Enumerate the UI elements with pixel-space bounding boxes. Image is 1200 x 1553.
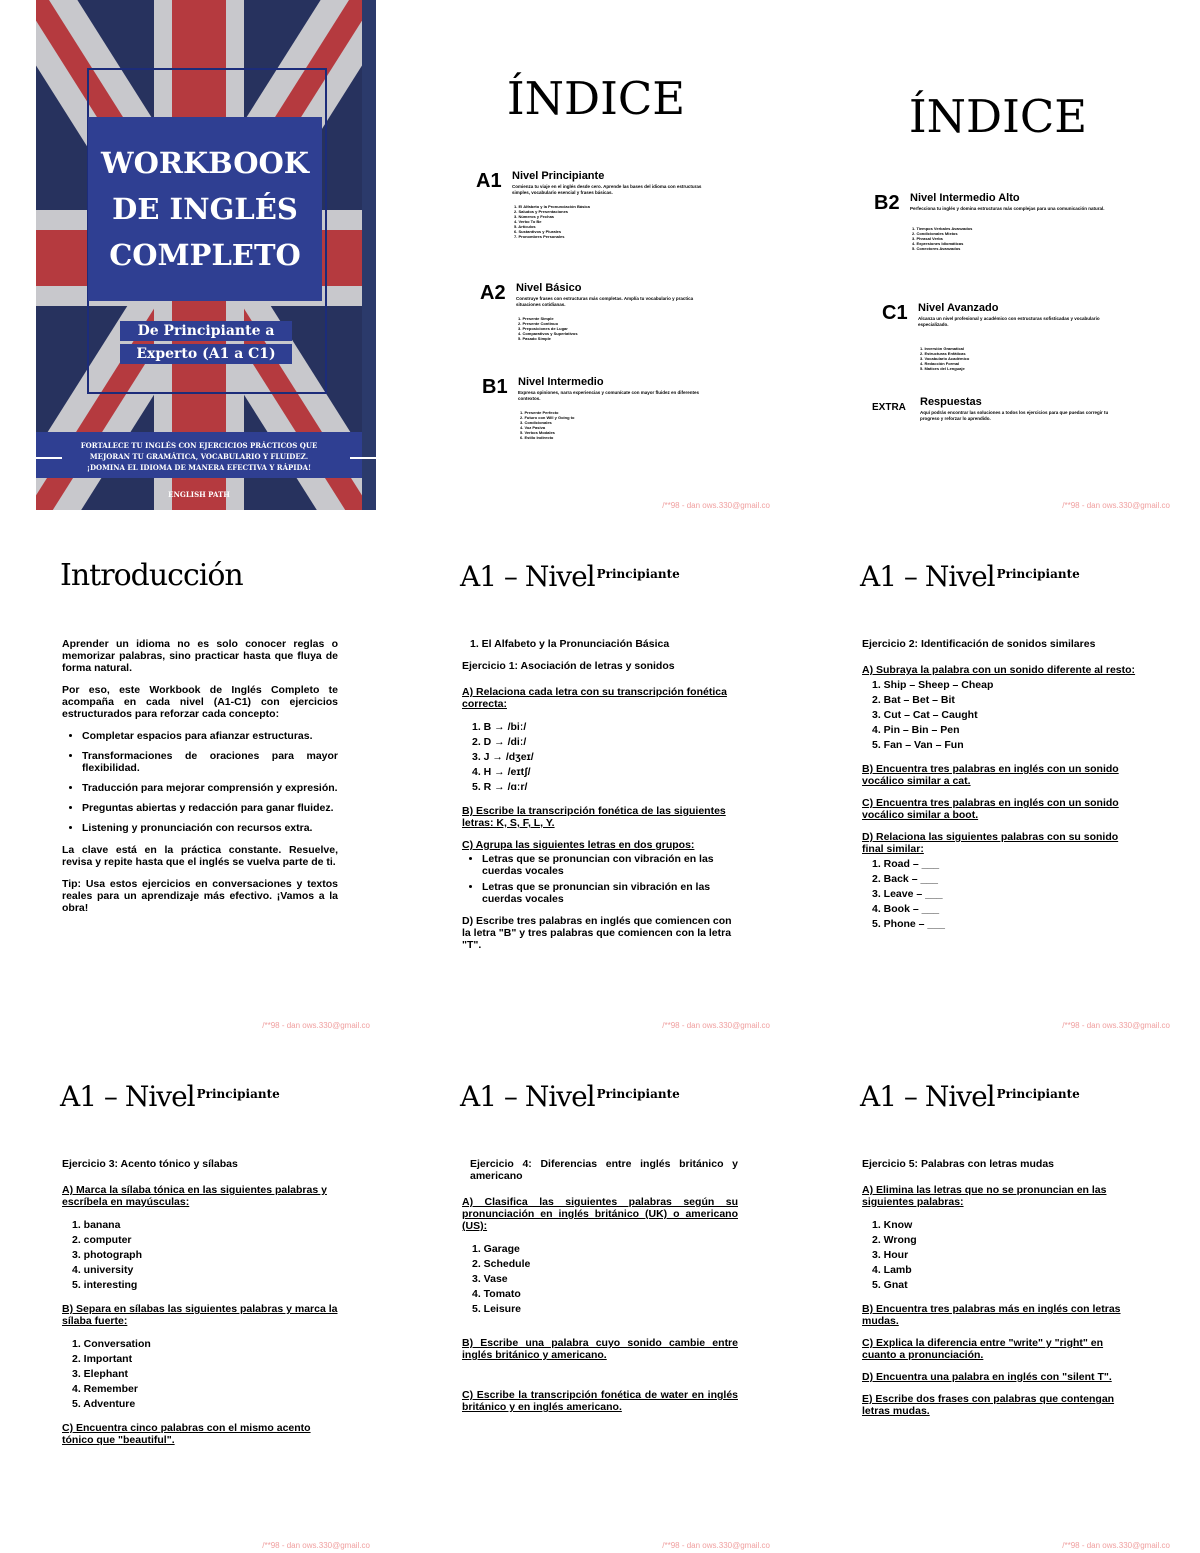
exercise-items: [862, 1218, 1138, 1293]
page-footer: /**98 - dan ows.330@gmail.co: [262, 1541, 370, 1550]
level-header: [460, 560, 680, 593]
band-line-text: ¡DOMINA EL IDIOMA DE MANERA EFECTIVA Y RÁPIDA!: [86, 463, 312, 472]
level-item: 1. Presente Perfecto: [520, 410, 559, 415]
exercise-item: 1. Road – ___: [872, 858, 940, 870]
level-item: 2. Estructuras Enfáticas: [920, 351, 966, 356]
level-item: 5. Pasado Simple: [518, 336, 551, 341]
level-header-small: Principiante: [996, 567, 1080, 581]
exercise-title: Ejercicio 3: Acento tónico y sílabas: [62, 1158, 238, 1170]
exercise-item: 4. Tomato: [472, 1288, 521, 1300]
page-footer: /**98 - dan ows.330@gmail.co: [1062, 1541, 1170, 1550]
level-header-small: Principiante: [596, 567, 680, 581]
section-title: 1. El Alfabeto y la Pronunciación Básica: [470, 638, 670, 650]
intro-bullet: • Completar espacios para afianzar estructuras.: [82, 730, 338, 742]
level-items: [912, 226, 1102, 251]
level-code: B2: [874, 192, 900, 214]
level-description: Perfecciona tu inglés y domina estructuras más complejas para una comunicación natural.: [910, 206, 1105, 211]
exercise-item: 2. computer: [72, 1234, 132, 1246]
exercise-item: 2. D → /diː/: [472, 736, 527, 748]
page-footer: /**98 - dan ows.330@gmail.co: [662, 501, 770, 510]
level-item: 1. Tiempos Verbales Avanzados: [912, 226, 973, 231]
level-item: 3. Vocabulario Académico: [920, 356, 970, 361]
exercise-prompt: D) Encuentra una palabra en inglés con "silent T".: [862, 1371, 1112, 1383]
level-item: 1. Inversión Gramatical: [920, 346, 965, 351]
exercise-5-page: [836, 1040, 1176, 1550]
exercise-item: 5. Adventure: [72, 1398, 136, 1410]
exercise-item: 5. R → /ɑːr/: [472, 781, 528, 793]
level-item: 5. Artículos: [514, 224, 536, 229]
exercise-item: 5. interesting: [72, 1279, 138, 1291]
exercise-item: 3. photograph: [72, 1249, 142, 1261]
band-line-text: MEJORAN TU GRAMÁTICA, VOCABULARIO Y FLUIDEZ.: [89, 452, 309, 461]
exercise-item: 2. Wrong: [872, 1234, 917, 1246]
level-header-small: Principiante: [196, 1087, 280, 1101]
exercise-prompt: E) Escribe dos frases con palabras que contengan letras mudas.: [862, 1393, 1115, 1417]
exercise-body: [62, 1158, 338, 1456]
level-item: 3. Condicionales: [520, 420, 552, 425]
page-footer: /**98 - dan ows.330@gmail.co: [262, 1021, 370, 1030]
intro-page: [36, 520, 376, 1030]
exercise-prompt: B) Encuentra tres palabras en inglés con un sonido vocálico similar a cat.: [862, 763, 1119, 787]
exercise-item: 1. Garage: [472, 1243, 520, 1255]
exercise-item: 3. Leave – ___: [872, 888, 943, 900]
level-item: 4. Redacción Formal: [920, 361, 960, 366]
intro-paragraph: Por eso, este Workbook de Inglés Completo te acompaña en cada nivel (A1-C1) con ejercicios estructurados para reforzar cada concepto:: [62, 684, 338, 720]
level-description: Alcanza un nivel profesional y académico con estructuras sofisticadas y vocabulario especializado.: [918, 316, 1100, 327]
exercise-items: [462, 720, 738, 795]
level-item: 2. Saludos y Presentaciones: [514, 209, 569, 214]
cover-title-line: WORKBOOK: [101, 146, 309, 180]
level-name: Respuestas: [920, 396, 982, 408]
level-header-big: A1 – Nivel: [460, 1080, 595, 1113]
exercise-prompt: B) Separa en sílabas las siguientes palabras y marca la sílaba fuerte:: [62, 1303, 338, 1327]
exercise-prompt: B) Encuentra tres palabras más en inglés con letras mudas.: [862, 1303, 1121, 1327]
level-header-small: Principiante: [596, 1087, 680, 1101]
exercise-item: 1. banana: [72, 1219, 121, 1231]
exercise-item: 1. Ship – Sheep – Cheap: [872, 679, 994, 691]
intro-body: [62, 638, 338, 924]
exercise-body: [462, 638, 738, 961]
page-title: [60, 558, 243, 593]
intro-bullet: • Listening y pronunciación con recursos extra.: [82, 822, 338, 834]
level-code: C1: [882, 302, 908, 324]
level-item: 4. Comparativos y Superlativos: [518, 331, 578, 336]
level-item: 7. Pronombres Personales: [514, 234, 565, 239]
level-header: [860, 560, 1080, 593]
cover-title: [88, 140, 322, 278]
exercise-2-page: [836, 520, 1176, 1030]
exercise-body: [462, 1158, 738, 1423]
intro-bullet: • Transformaciones de oraciones para mayor flexibilidad.: [82, 750, 338, 774]
level-header-small: Principiante: [996, 1087, 1080, 1101]
exercise-prompt: A) Relaciona cada letra con su transcripción fonética correcta:: [462, 686, 727, 710]
page-footer: /**98 - dan ows.330@gmail.co: [1062, 1021, 1170, 1030]
exercise-item: 3. Elephant: [72, 1368, 129, 1380]
cover-subtitle-line: Experto (A1 a C1): [120, 344, 292, 364]
page-title: ÍNDICE: [506, 72, 686, 125]
level-item: 4. Expresiones Idiomáticas: [912, 241, 964, 246]
level-item: 5. Matices del Lenguaje: [920, 366, 965, 371]
page-title: ÍNDICE: [908, 90, 1088, 143]
level-code: B1: [482, 376, 508, 398]
level-item: 6. Estilo Indirecto: [520, 435, 554, 440]
exercise-prompt: C) Encuentra tres palabras en inglés con un sonido vocálico similar a boot.: [862, 797, 1119, 821]
level-items: [514, 204, 704, 239]
level-item: 2. Condicionales Mixtos: [912, 231, 958, 236]
level-code: EXTRA: [872, 402, 906, 413]
exercise-items: [862, 678, 1138, 753]
exercise-prompt: A) Marca la sílaba tónica en las siguientes palabras y escríbela en mayúsculas:: [62, 1184, 327, 1208]
exercise-item: 1. Know: [872, 1219, 913, 1231]
level-name: Nivel Avanzado: [918, 302, 999, 314]
intro-paragraph: Aprender un idioma no es solo conocer reglas o memorizar palabras, sino practicar hasta que fluya de forma natural.: [62, 638, 338, 674]
level-items: [518, 316, 708, 341]
intro-paragraph: Tip: Usa estos ejercicios en conversaciones y textos reales para un aprendizaje más efectivo. ¡Vamos a la obra!: [62, 878, 338, 914]
exercise-item: 3. Hour: [872, 1249, 909, 1261]
band-divider: [36, 457, 62, 459]
exercise-item: 4. university: [72, 1264, 134, 1276]
level-item: 4. Verbo To Be: [514, 219, 542, 224]
level-item: 3. Números y Fechas: [514, 214, 555, 219]
level-item: 5. Conectores Avanzados: [912, 246, 961, 251]
level-name: Nivel Intermedio Alto: [910, 192, 1020, 204]
exercise-title: Ejercicio 4: Diferencias entre inglés británico y americano: [470, 1158, 738, 1182]
exercise-item: 5. Leisure: [472, 1303, 522, 1315]
level-name: Nivel Principiante: [512, 170, 605, 182]
level-header: [60, 1080, 280, 1113]
level-items: [920, 346, 1110, 371]
exercise-bullet: • Letras que se pronuncian sin vibración en las cuerdas vocales: [482, 881, 738, 905]
level-item: 6. Sustantivos y Plurales: [514, 229, 562, 234]
exercise-prompt: B) Escribe la transcripción fonética de las siguientes letras: K, S, F, L, Y.: [462, 805, 726, 829]
exercise-item: 3. Vase: [472, 1273, 508, 1285]
exercise-prompt: D) Escribe tres palabras en inglés que comiencen con la letra "B" y tres palabras que comiencen con la letra "T".: [462, 915, 732, 951]
level-item: 2. Futuro con Will y Going to: [520, 415, 575, 420]
cover-subtitle-line: De Principiante a: [120, 321, 292, 341]
exercise-body: [862, 1158, 1138, 1427]
level-description: Construye frases con estructuras más completas. Amplía tu vocabulario y practica situaciones cotidianas.: [516, 296, 694, 307]
exercise-bullets: [462, 853, 738, 905]
exercise-3-page: [36, 1040, 376, 1550]
intro-title: Introducción: [60, 558, 243, 593]
exercise-items: [462, 1242, 738, 1317]
exercise-prompt: C) Agrupa las siguientes letras en dos grupos:: [462, 839, 695, 851]
exercise-item: 4. Lamb: [872, 1264, 912, 1276]
level-item: 3. Preposiciones de Lugar: [518, 326, 568, 331]
level-item: 4. Voz Pasiva: [520, 425, 546, 430]
cover-band-text: [66, 440, 332, 473]
exercise-item: 2. Back – ___: [872, 873, 938, 885]
level-item: 3. Phrasal Verbs: [912, 236, 943, 241]
exercise-1-page: [436, 520, 776, 1030]
exercise-item: 2. Schedule: [472, 1258, 531, 1270]
exercise-item: 3. Cut – Cat – Caught: [872, 709, 978, 721]
band-divider: [350, 457, 376, 459]
exercise-item: 1. Conversation: [72, 1338, 151, 1350]
exercise-item: 4. Pin – Bin – Pen: [872, 724, 960, 736]
exercise-prompt: D) Relaciona las siguientes palabras con su sonido final similar:: [862, 831, 1119, 855]
index-page-2: [836, 0, 1176, 510]
exercise-item: 5. Gnat: [872, 1279, 908, 1291]
level-header-big: A1 – Nivel: [860, 560, 995, 593]
level-name: Nivel Intermedio: [518, 376, 604, 388]
page-footer: /**98 - dan ows.330@gmail.co: [662, 1021, 770, 1030]
intro-paragraph: La clave está en la práctica constante. Resuelve, revisa y repite hasta que el inglés se vuelva parte de ti.: [62, 844, 338, 868]
page-footer: /**98 - dan ows.330@gmail.co: [1062, 501, 1170, 510]
cover-title-line: DE INGLÉS: [112, 192, 298, 226]
level-description: Expresa opiniones, narra experiencias y comunícate con mayor fluidez en diferentes contextos.: [518, 390, 700, 401]
exercise-prompt: C) Escribe la transcripción fonética de water en inglés británico y en inglés americano.: [462, 1389, 738, 1413]
level-item: 5. Verbos Modales: [520, 430, 555, 435]
level-description: Aquí podrás encontrar las soluciones a todos los ejercicios para que puedas corregir tu progreso y reforzar lo aprendido.: [920, 410, 1109, 421]
level-code: A1: [476, 170, 502, 192]
exercise-item: 1. B → /biː/: [472, 721, 527, 733]
exercise-body: [862, 638, 1138, 942]
exercise-items: [62, 1337, 338, 1412]
exercise-item: 4. Remember: [72, 1383, 138, 1395]
exercise-item: 3. J → /dʒeɪ/: [472, 751, 534, 763]
intro-bullet: • Preguntas abiertas y redacción para ganar fluidez.: [82, 802, 338, 814]
level-item: 1. Presente Simple: [518, 316, 554, 321]
exercise-items: [862, 857, 1138, 932]
exercise-items: [62, 1218, 338, 1293]
exercise-bullet: • Letras que se pronuncian con vibración en las cuerdas vocales: [482, 853, 738, 877]
level-item: 1. El Alfabeto y la Pronunciación Básica: [514, 204, 590, 209]
level-header: [460, 1080, 680, 1113]
exercise-prompt: B) Escribe una palabra cuyo sonido cambie entre inglés británico y americano.: [462, 1337, 738, 1361]
exercise-prompt: C) Explica la diferencia entre "write" y "right" en cuanto a pronunciación.: [862, 1337, 1104, 1361]
page-footer: /**98 - dan ows.330@gmail.co: [662, 1541, 770, 1550]
level-name: Nivel Básico: [516, 282, 582, 294]
cover-page: [36, 0, 376, 510]
level-header-big: A1 – Nivel: [60, 1080, 195, 1113]
exercise-item: 5. Fan – Van – Fun: [872, 739, 964, 751]
exercise-4-page: [436, 1040, 776, 1550]
level-header-big: A1 – Nivel: [460, 560, 595, 593]
level-code: A2: [480, 282, 506, 304]
index-page-1: [436, 0, 776, 510]
level-description: Comienza tu viaje en el inglés desde cero. Aprende las bases del idioma con estructuras simples, vocabulario esencial y frases básicas.: [512, 184, 702, 195]
exercise-prompt: C) Encuentra cinco palabras con el mismo acento tónico que "beautiful".: [62, 1422, 311, 1446]
exercise-title: Ejercicio 1: Asociación de letras y sonidos: [462, 660, 675, 672]
level-header-big: A1 – Nivel: [860, 1080, 995, 1113]
level-header: [860, 1080, 1080, 1113]
level-items: [520, 410, 710, 440]
cover-author: ENGLISH PATH: [168, 490, 230, 499]
exercise-item: 2. Bat – Bet – Bit: [872, 694, 955, 706]
exercise-item: 2. Important: [72, 1353, 133, 1365]
exercise-item: 5. Phone – ___: [872, 918, 945, 930]
cover-title-line: COMPLETO: [109, 238, 301, 272]
exercise-prompt: A) Elimina las letras que no se pronuncian en las siguientes palabras:: [862, 1184, 1107, 1208]
exercise-item: 4. Book – ___: [872, 903, 940, 915]
band-line-text: FORTALECE TU INGLÉS CON EJERCICIOS PRÁCTICOS QUE: [80, 441, 318, 450]
level-item: 2. Presente Continuo: [518, 321, 559, 326]
intro-bullet: • Traducción para mejorar comprensión y expresión.: [82, 782, 338, 794]
exercise-title: Ejercicio 5: Palabras con letras mudas: [862, 1158, 1055, 1170]
exercise-prompt: A) Subraya la palabra con un sonido diferente al resto:: [862, 664, 1136, 676]
exercise-prompt: A) Clasifica las siguientes palabras según su pronunciación en inglés británico (UK) o americano (US):: [462, 1196, 738, 1232]
exercise-item: 4. H → /eɪtʃ/: [472, 766, 531, 778]
exercise-title: Ejercicio 2: Identificación de sonidos similares: [862, 638, 1096, 650]
intro-bullets: [62, 730, 338, 834]
